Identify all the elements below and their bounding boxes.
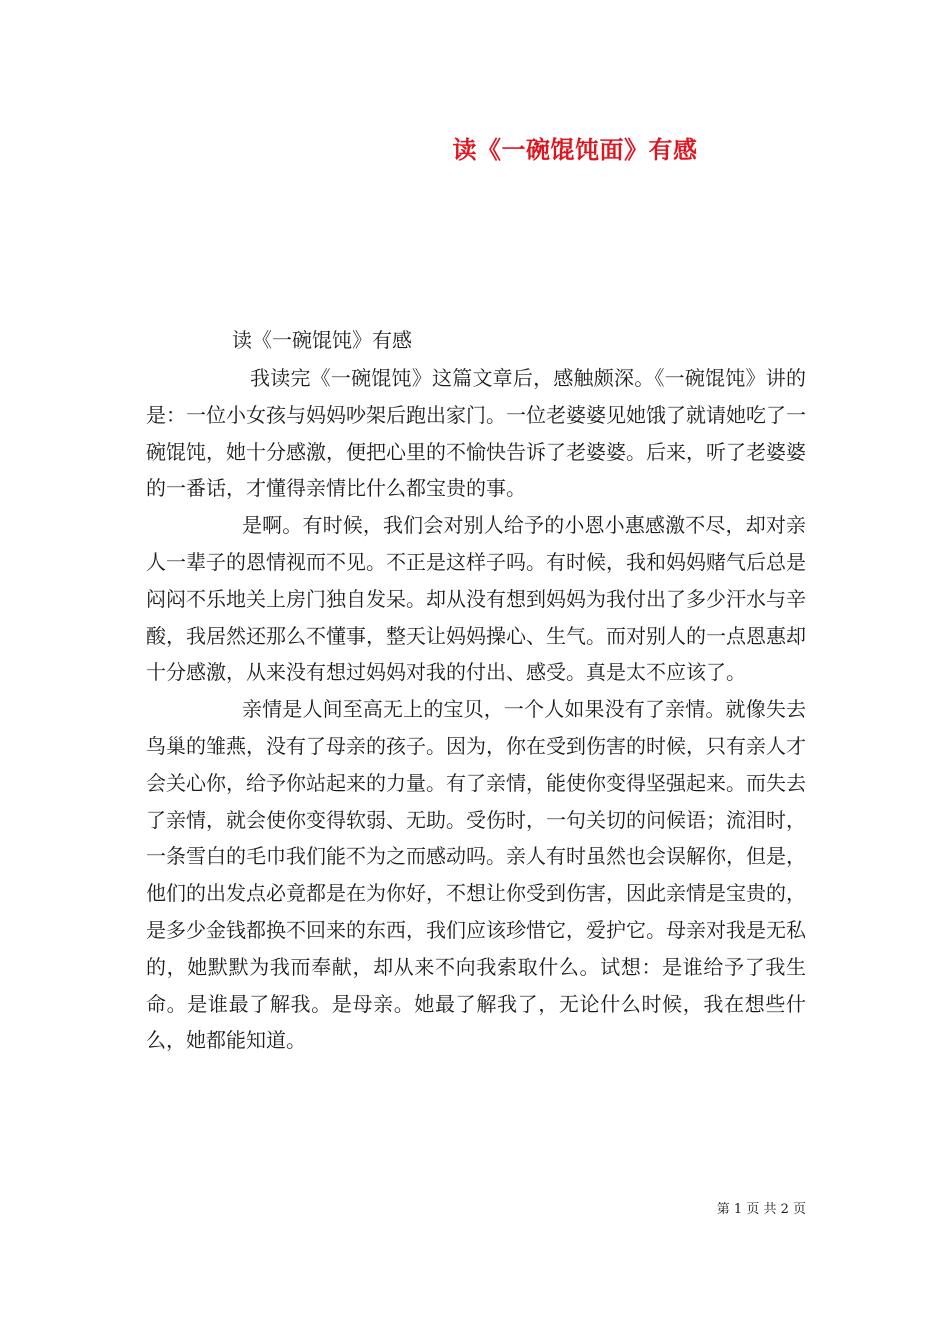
article-body [146,360,806,1059]
page-number-footer: 第 1 页 共 2 页 [716,1202,806,1217]
paragraph-3: 亲情是人间至高无上的宝贝，一个人如果没有了亲情。就像失去鸟巢的雏燕，没有了母亲的孩子。因为，你在受到伤害的时候，只有亲人才会关心你，给予你站起来的力量。有了亲情，能使你变得坚强起来。而失去了亲情，就会使你变得软弱、无助。受伤时，一句关切的问候语；流泪时，一条雪白的毛巾我们能不为之而感动吗。亲人有时虽然也会误解你，但是，他们的出发点必竟都是在为你好，不想让你受到伤害，因此亲情是宝贵的，是多少金钱都换不回来的东西，我们应该珍惜它，爱护它。母亲对我是无私的，她默默为我而奉献，却从来不向我索取什么。试想：是谁给予了我生命。是谁最了解我。是母亲。她最了解我了，无论什么时候，我在想些什么，她都能知道。 [146,697,806,1053]
document-title: 读《一碗馄饨面》有感 [452,135,698,164]
paragraph-1: 我读完《一碗馄饨》这篇文章后，感触颇深。《一碗馄饨》讲的是：一位小女孩与妈妈吵架后跑出家门。一位老婆婆见她饿了就请她吃了一碗馄饨，她十分感激，便把心里的不愉快告诉了老婆婆。后来，听了老婆婆的一番话，才懂得亲情比什么都宝贵的事。 [146,366,806,501]
paragraph-2: 是啊。有时候，我们会对别人给予的小恩小惠感激不尽，却对亲人一辈子的恩情视而不见。不正是这样子吗。有时候，我和妈妈赌气后总是闷闷不乐地关上房门独自发呆。却从没有想到妈妈为我付出了多少汗水与辛酸，我居然还那么不懂事，整天让妈妈操心、生气。而对别人的一点恩惠却十分感激，从来没有想过妈妈对我的付出、感受。真是太不应该了。 [146,513,806,685]
article-subheading: 读《一碗馄饨》有感 [232,328,412,352]
